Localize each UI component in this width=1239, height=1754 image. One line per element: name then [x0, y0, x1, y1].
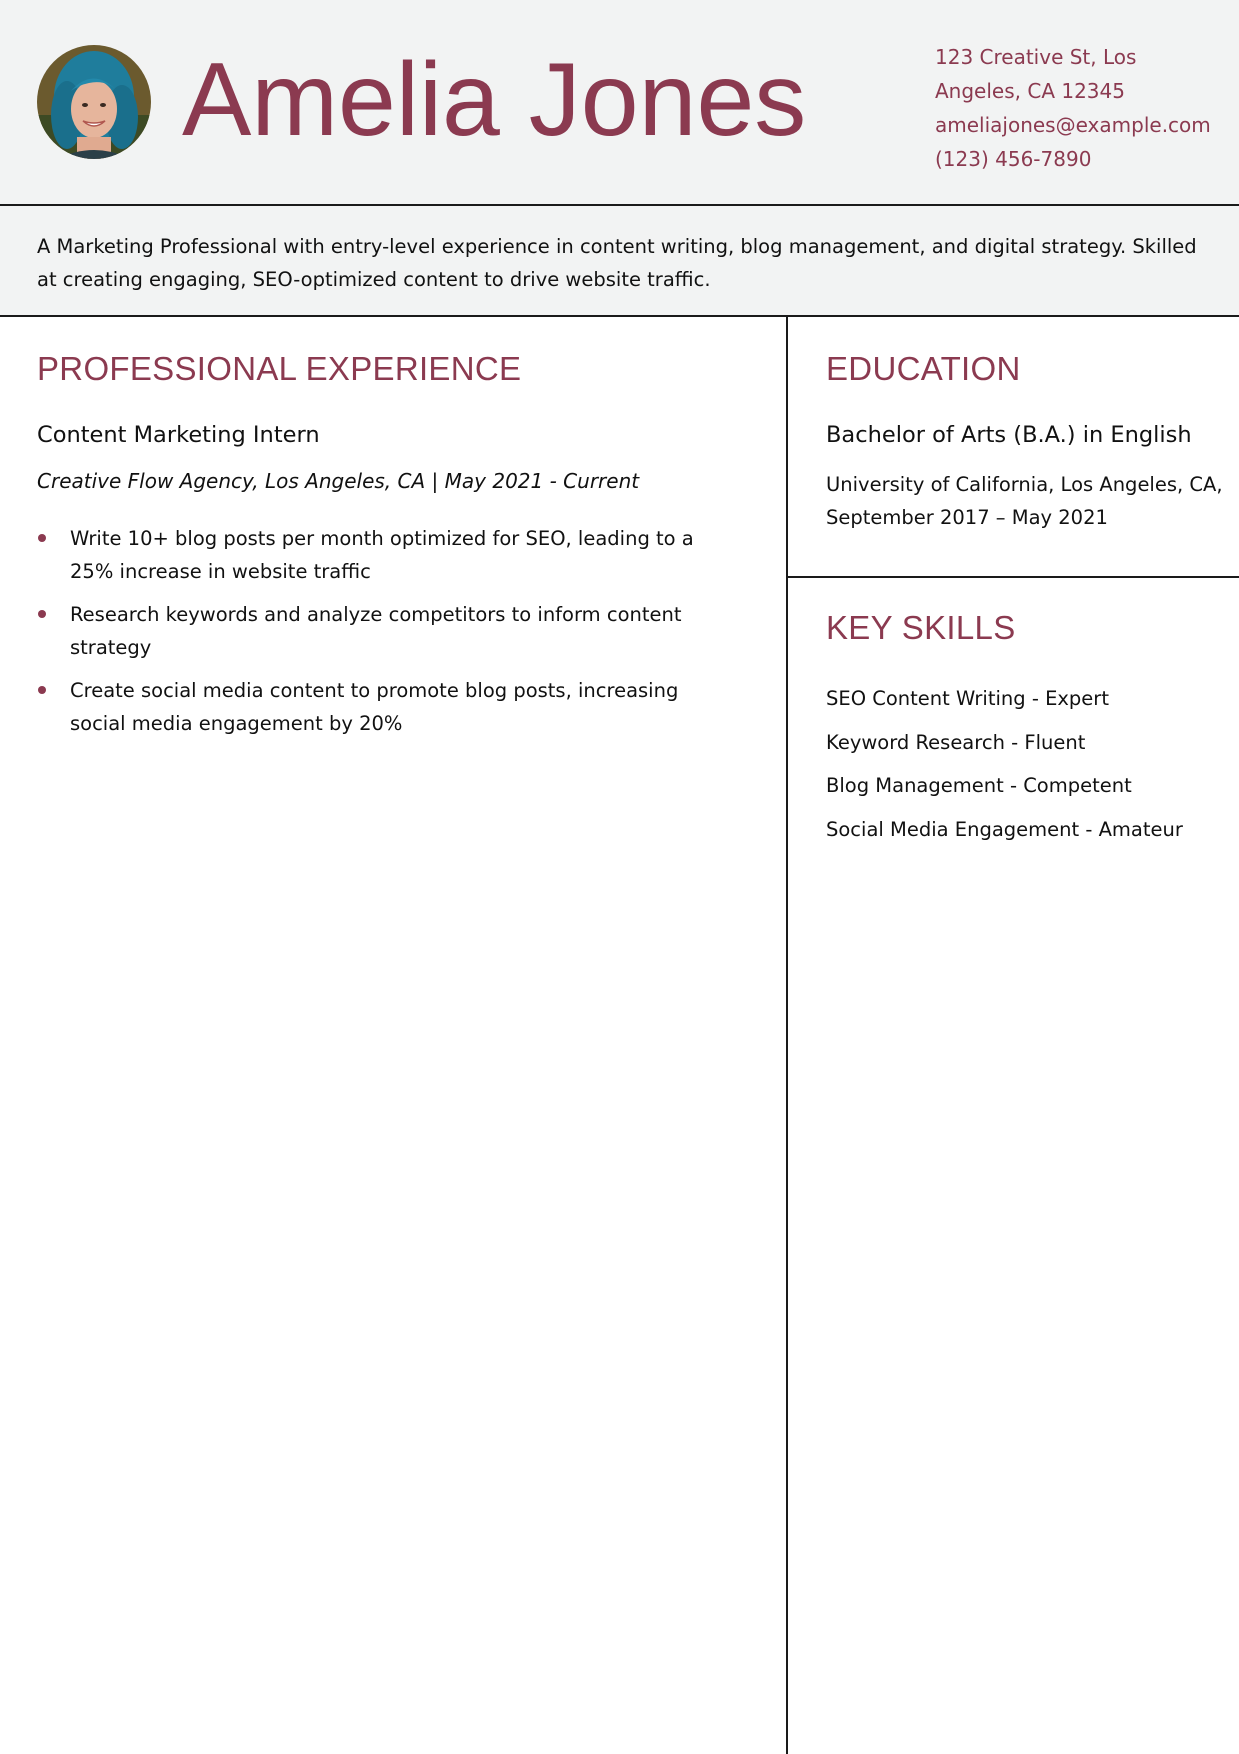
candidate-name: Amelia Jones [182, 42, 807, 158]
skill-item: SEO Content Writing - Expert [826, 687, 1109, 710]
bullet-text: Write 10+ blog posts per month optimized for SEO, leading to a 25% increase in website traffic [70, 527, 694, 583]
bullet-icon [38, 610, 46, 618]
bullet-icon [38, 534, 46, 542]
job-location: Los Angeles, CA [265, 469, 426, 493]
address-line-1: 123 Creative St, Los [935, 45, 1137, 69]
summary: A Marketing Professional with entry-level experience in content writing, blog management, and digital strategy. Skilled at creating engaging, SEO-optimized content to drive website traffic. [0, 206, 1239, 317]
bullet-text: Research keywords and analyze competitors to inform content strategy [70, 603, 682, 659]
job-dates: May 2021 - Current [444, 469, 640, 493]
school-line-1: University of California, Los Angeles, CA, [826, 473, 1223, 496]
email-link[interactable]: ameliajones@example.com [935, 113, 1211, 137]
list-item [37, 674, 737, 740]
address-line-2: Angeles, CA 12345 [935, 79, 1125, 103]
education-section [826, 350, 1226, 529]
contact-info [935, 40, 1225, 176]
job-title: Content Marketing Intern [37, 422, 320, 448]
skill-item: Keyword Research - Fluent [826, 730, 1086, 754]
column-divider [786, 317, 788, 1754]
school-info [826, 468, 1226, 534]
job-meta [37, 469, 639, 493]
phone-number: (123) 456-7890 [935, 147, 1092, 171]
header [0, 0, 1239, 206]
school-dates: September 2017 – May 2021 [826, 506, 1108, 529]
experience-section [37, 350, 757, 735]
skill-item: Social Media Engagement - Amateur [826, 817, 1183, 841]
profile-photo-icon [37, 45, 151, 159]
job-company: Creative Flow Agency [37, 469, 253, 493]
job-comma: , [252, 469, 266, 493]
list-item [37, 598, 737, 664]
skill-list [826, 677, 1183, 851]
bullet-icon [38, 686, 46, 694]
avatar [37, 45, 151, 159]
skill-item: Blog Management - Competent [826, 774, 1132, 798]
job-bullets [37, 522, 737, 750]
skills-heading: KEY SKILLS [826, 609, 1016, 646]
job-separator: | [431, 469, 439, 493]
education-heading: EDUCATION [826, 350, 1021, 387]
list-item [37, 522, 737, 588]
right-column-divider [788, 576, 1239, 578]
skills-section [826, 609, 1226, 841]
experience-heading: PROFESSIONAL EXPERIENCE [37, 350, 522, 387]
bullet-text: Create social media content to promote blog posts, increasing social media engagement by 20% [70, 679, 679, 735]
degree: Bachelor of Arts (B.A.) in English [826, 422, 1192, 448]
